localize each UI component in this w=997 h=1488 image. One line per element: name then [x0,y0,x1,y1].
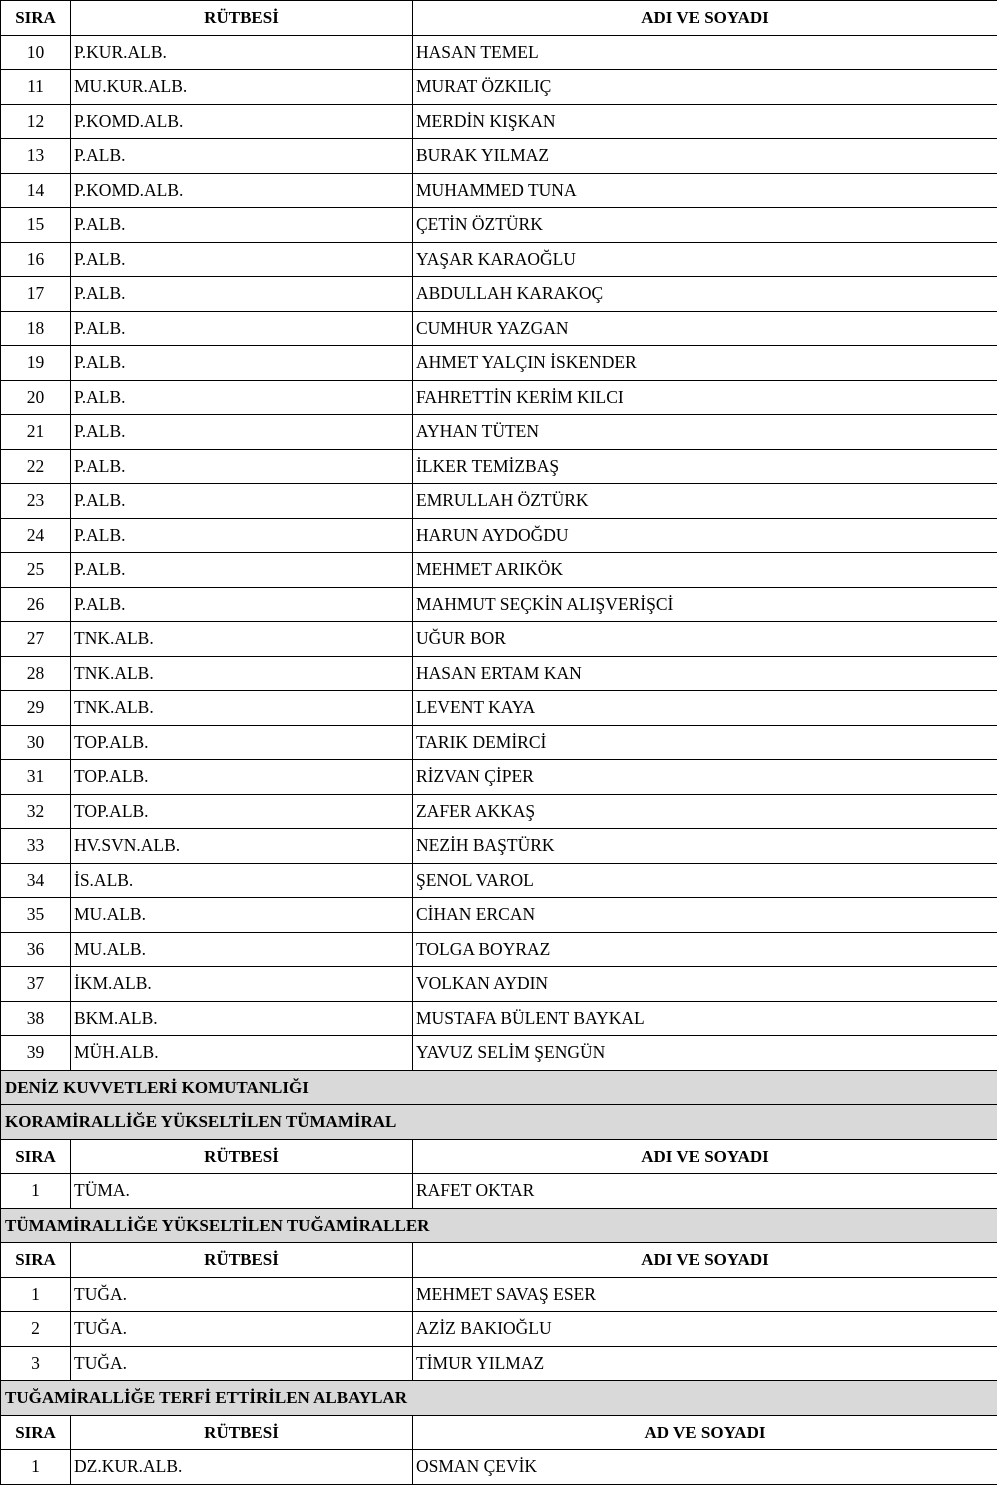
cell-sira: 36 [1,932,71,967]
cell-sira: 13 [1,139,71,174]
table-row [1,794,997,829]
table-row [1,173,997,208]
cell-sira: 32 [1,794,71,829]
cell-adi-soyadi: AHMET YALÇIN İSKENDER [413,346,997,381]
cell-rutbesi: P.ALB. [71,277,413,312]
cell-sira: 22 [1,449,71,484]
cell-rutbesi: P.KUR.ALB. [71,35,413,70]
cell-adi-soyadi: MURAT ÖZKILIÇ [413,70,997,105]
table-row [1,380,997,415]
cell-sira: 26 [1,587,71,622]
cell-adi-soyadi: EMRULLAH ÖZTÜRK [413,484,997,519]
cell-rutbesi: P.KOMD.ALB. [71,104,413,139]
cell-adi-soyadi: YAŞAR KARAOĞLU [413,242,997,277]
section-heading: TUĞAMİRALLİĞE TERFİ ETTİRİLEN ALBAYLAR [1,1381,997,1416]
cell-adi-soyadi: HARUN AYDOĞDU [413,518,997,553]
cell-rutbesi: P.ALB. [71,242,413,277]
cell-rutbesi: P.ALB. [71,139,413,174]
cell-sira: 16 [1,242,71,277]
cell-sira: 24 [1,518,71,553]
header-adi-soyadi: ADI VE SOYADI [413,1,997,36]
cell-rutbesi: İKM.ALB. [71,967,413,1002]
cell-sira: 19 [1,346,71,381]
table-row [1,208,997,243]
cell-adi-soyadi: YAVUZ SELİM ŞENGÜN [413,1036,997,1071]
header-rutbesi: RÜTBESİ [71,1415,413,1450]
cell-adi-soyadi: AZİZ BAKIOĞLU [413,1312,997,1347]
table-row [1,863,997,898]
cell-adi-soyadi: BURAK YILMAZ [413,139,997,174]
cell-rutbesi: TUĞA. [71,1312,413,1347]
table-row [1,35,997,70]
table-row [1,346,997,381]
header-adi-soyadi: ADI VE SOYADI [413,1139,997,1174]
cell-adi-soyadi: FAHRETTİN KERİM KILCI [413,380,997,415]
cell-sira: 34 [1,863,71,898]
table-row [1,656,997,691]
table-row [1,553,997,588]
cell-rutbesi: P.ALB. [71,449,413,484]
cell-adi-soyadi: OSMAN ÇEVİK [413,1450,997,1485]
cell-rutbesi: P.KOMD.ALB. [71,173,413,208]
table-row [1,1277,997,1312]
cell-adi-soyadi: AYHAN TÜTEN [413,415,997,450]
cell-adi-soyadi: CUMHUR YAZGAN [413,311,997,346]
cell-sira: 27 [1,622,71,657]
cell-sira: 15 [1,208,71,243]
cell-sira: 21 [1,415,71,450]
cell-rutbesi: TNK.ALB. [71,656,413,691]
table-row [1,1312,997,1347]
cell-sira: 39 [1,1036,71,1071]
cell-rutbesi: HV.SVN.ALB. [71,829,413,864]
cell-adi-soyadi: ŞENOL VAROL [413,863,997,898]
table-row [1,587,997,622]
column-header-row [1,1243,997,1278]
column-header-row [1,1415,997,1450]
cell-adi-soyadi: RİZVAN ÇİPER [413,760,997,795]
cell-rutbesi: P.ALB. [71,484,413,519]
cell-rutbesi: MÜH.ALB. [71,1036,413,1071]
cell-adi-soyadi: RAFET OKTAR [413,1174,997,1209]
table-row [1,1036,997,1071]
cell-rutbesi: P.ALB. [71,518,413,553]
table-row [1,1450,997,1485]
cell-rutbesi: TUĞA. [71,1346,413,1381]
header-sira: SIRA [1,1139,71,1174]
cell-adi-soyadi: MUHAMMED TUNA [413,173,997,208]
table-row [1,449,997,484]
table-row [1,484,997,519]
table-row [1,967,997,1002]
cell-rutbesi: P.ALB. [71,415,413,450]
table-row [1,415,997,450]
cell-sira: 33 [1,829,71,864]
cell-rutbesi: BKM.ALB. [71,1001,413,1036]
cell-sira: 14 [1,173,71,208]
cell-rutbesi: MU.KUR.ALB. [71,70,413,105]
header-sira: SIRA [1,1243,71,1278]
table-row [1,70,997,105]
header-adi-soyadi: AD VE SOYADI [413,1415,997,1450]
section-heading-row [1,1381,997,1416]
header-adi-soyadi: ADI VE SOYADI [413,1243,997,1278]
cell-adi-soyadi: MEHMET SAVAŞ ESER [413,1277,997,1312]
cell-sira: 35 [1,898,71,933]
section-heading-row [1,1208,997,1243]
cell-sira: 1 [1,1174,71,1209]
header-rutbesi: RÜTBESİ [71,1243,413,1278]
cell-rutbesi: TUĞA. [71,1277,413,1312]
header-sira: SIRA [1,1415,71,1450]
cell-adi-soyadi: LEVENT KAYA [413,691,997,726]
cell-sira: 18 [1,311,71,346]
cell-rutbesi: P.ALB. [71,311,413,346]
header-sira: SIRA [1,1,71,36]
table-row [1,622,997,657]
cell-sira: 29 [1,691,71,726]
column-header-row [1,1,997,36]
cell-sira: 11 [1,70,71,105]
cell-rutbesi: TNK.ALB. [71,691,413,726]
cell-adi-soyadi: MEHMET ARIKÖK [413,553,997,588]
cell-rutbesi: DZ.KUR.ALB. [71,1450,413,1485]
cell-adi-soyadi: HASAN ERTAM KAN [413,656,997,691]
cell-rutbesi: P.ALB. [71,208,413,243]
table-row [1,760,997,795]
cell-sira: 3 [1,1346,71,1381]
table-row [1,898,997,933]
cell-adi-soyadi: TİMUR YILMAZ [413,1346,997,1381]
table-row [1,932,997,967]
table-row [1,104,997,139]
cell-adi-soyadi: CİHAN ERCAN [413,898,997,933]
cell-sira: 1 [1,1450,71,1485]
table-body [1,1,997,1485]
cell-rutbesi: İS.ALB. [71,863,413,898]
cell-rutbesi: P.ALB. [71,380,413,415]
cell-rutbesi: TÜMA. [71,1174,413,1209]
table-row [1,725,997,760]
cell-rutbesi: TOP.ALB. [71,794,413,829]
table-row [1,311,997,346]
cell-sira: 31 [1,760,71,795]
table-row [1,691,997,726]
cell-sira: 23 [1,484,71,519]
cell-sira: 12 [1,104,71,139]
cell-sira: 37 [1,967,71,1002]
cell-sira: 10 [1,35,71,70]
cell-adi-soyadi: ABDULLAH KARAKOÇ [413,277,997,312]
cell-adi-soyadi: MERDİN KIŞKAN [413,104,997,139]
cell-sira: 28 [1,656,71,691]
cell-sira: 17 [1,277,71,312]
cell-rutbesi: P.ALB. [71,553,413,588]
cell-sira: 2 [1,1312,71,1347]
cell-sira: 38 [1,1001,71,1036]
section-heading: KORAMİRALLİĞE YÜKSELTİLEN TÜMAMİRAL [1,1105,997,1140]
table-row [1,242,997,277]
cell-adi-soyadi: TARIK DEMİRCİ [413,725,997,760]
cell-rutbesi: MU.ALB. [71,898,413,933]
cell-sira: 20 [1,380,71,415]
table-row [1,518,997,553]
cell-rutbesi: TOP.ALB. [71,760,413,795]
header-rutbesi: RÜTBESİ [71,1139,413,1174]
cell-sira: 1 [1,1277,71,1312]
table-row [1,139,997,174]
cell-adi-soyadi: MAHMUT SEÇKİN ALIŞVERİŞCİ [413,587,997,622]
cell-adi-soyadi: UĞUR BOR [413,622,997,657]
cell-rutbesi: TOP.ALB. [71,725,413,760]
cell-rutbesi: P.ALB. [71,587,413,622]
column-header-row [1,1139,997,1174]
cell-rutbesi: MU.ALB. [71,932,413,967]
cell-rutbesi: TNK.ALB. [71,622,413,657]
table-row [1,1346,997,1381]
cell-adi-soyadi: NEZİH BAŞTÜRK [413,829,997,864]
header-rutbesi: RÜTBESİ [71,1,413,36]
cell-adi-soyadi: TOLGA BOYRAZ [413,932,997,967]
cell-adi-soyadi: ÇETİN ÖZTÜRK [413,208,997,243]
table-row [1,1001,997,1036]
table-row [1,277,997,312]
cell-adi-soyadi: ZAFER AKKAŞ [413,794,997,829]
section-heading-row [1,1070,997,1105]
section-heading: DENİZ KUVVETLERİ KOMUTANLIĞI [1,1070,997,1105]
cell-adi-soyadi: İLKER TEMİZBAŞ [413,449,997,484]
cell-rutbesi: P.ALB. [71,346,413,381]
section-heading-row [1,1105,997,1140]
cell-adi-soyadi: HASAN TEMEL [413,35,997,70]
cell-sira: 25 [1,553,71,588]
table-row [1,829,997,864]
section-heading: TÜMAMİRALLİĞE YÜKSELTİLEN TUĞAMİRALLER [1,1208,997,1243]
cell-adi-soyadi: MUSTAFA BÜLENT BAYKAL [413,1001,997,1036]
table-row [1,1174,997,1209]
cell-sira: 30 [1,725,71,760]
cell-adi-soyadi: VOLKAN AYDIN [413,967,997,1002]
